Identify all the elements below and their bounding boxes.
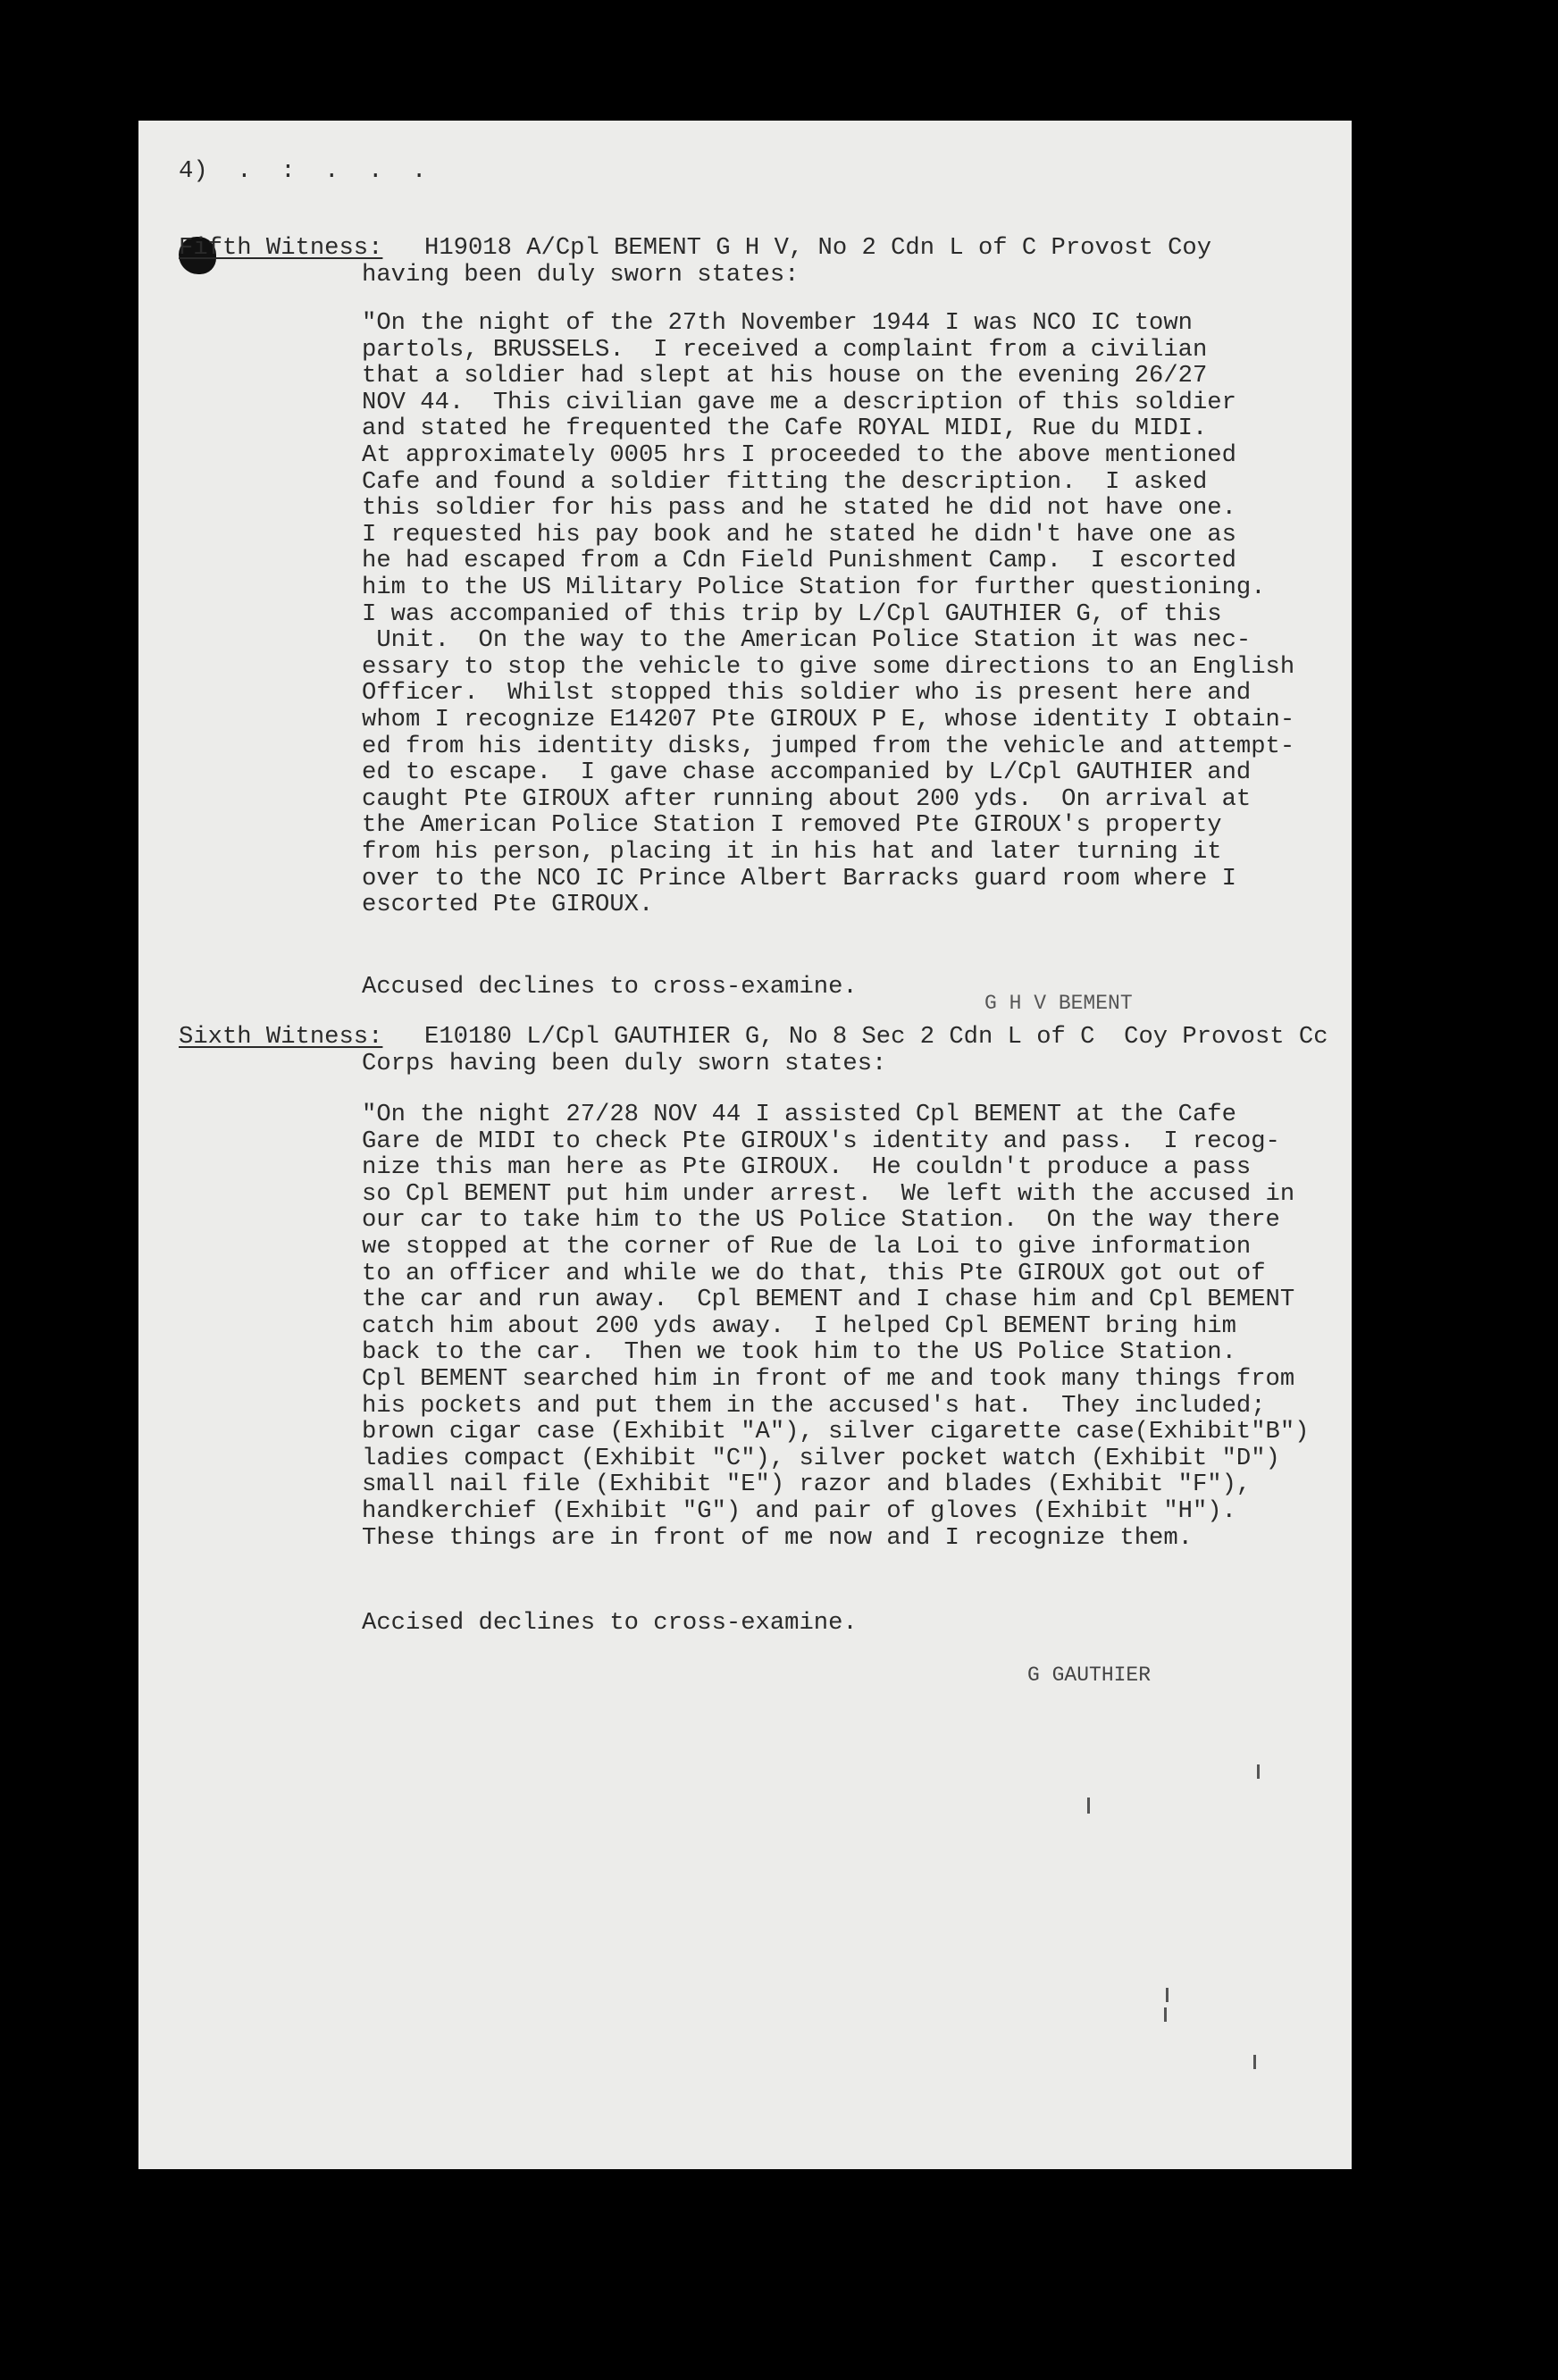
statement-line: back to the car. Then we took him to the US Police Station.: [362, 1338, 1236, 1367]
statement-line: the American Police Station I removed Pte GIROUX's property: [362, 811, 1222, 840]
statement-line: ed from his identity disks, jumped from the vehicle and attempt-: [362, 732, 1295, 760]
statement-line: to an officer and while we do that, this Pte GIROUX got out of: [362, 1259, 1266, 1287]
sixth-witness-signature: G GAUTHIER: [1027, 1663, 1152, 1687]
statement-line: NOV 44. This civilian gave me a description of this soldier: [362, 388, 1236, 416]
statement-line: we stopped at the corner of Rue de la Loi to give information: [362, 1233, 1252, 1261]
statement-line: from his person, placing it in his hat and later turning it: [362, 838, 1222, 866]
sixth-witness-sworn: Corps having been duly sworn states:: [362, 1050, 887, 1077]
stray-mark: [1253, 2055, 1256, 2069]
statement-line: I was accompanied of this trip by L/Cpl GAUTHIER G, of this: [362, 599, 1222, 628]
statement-line: he had escaped from a Cdn Field Punishment Camp. I escorted: [362, 547, 1236, 575]
statement-line: "On the night of the 27th November 1944 I was NCO IC town: [362, 309, 1193, 337]
fifth-witness-label: Fifth Witness:: [179, 234, 383, 262]
statement-line: escorted Pte GIROUX.: [362, 891, 654, 919]
statement-line: Officer. Whilst stopped this soldier who is present here and: [362, 679, 1252, 708]
statement-line: brown cigar case (Exhibit "A"), silver cigarette case(Exhibit"B"): [362, 1418, 1310, 1446]
fifth-witness-cross-note: Accused declines to cross-examine.: [362, 973, 858, 1001]
statement-line: and stated he frequented the Cafe ROYAL MIDI, Rue du MIDI.: [362, 415, 1208, 443]
stray-mark: [1166, 1988, 1168, 2002]
statement-line: nize this man here as Pte GIROUX. He couldn't produce a pass: [362, 1153, 1252, 1182]
statement-line: catch him about 200 yds away. I helped Cpl BEMENT bring him: [362, 1312, 1236, 1340]
statement-line: These things are in front of me now and I recognize them.: [362, 1523, 1193, 1552]
statement-line: "On the night 27/28 NOV 44 I assisted Cpl BEMENT at the Cafe: [362, 1101, 1236, 1128]
statement-line: Gare de MIDI to check Pte GIROUX's identity and pass. I recog-: [362, 1127, 1280, 1155]
document-page: [138, 121, 1352, 2169]
statement-line: At approximately 0005 hrs I proceeded to the above mentioned: [362, 441, 1236, 469]
sixth-witness-cross-note: Accised declines to cross-examine.: [362, 1609, 858, 1637]
fifth-witness-header: H19018 A/Cpl BEMENT G H V, No 2 Cdn L of C Provost Coy: [424, 234, 1212, 262]
stray-mark: [1087, 1798, 1090, 1814]
statement-line: over to the NCO IC Prince Albert Barracks guard room where I: [362, 864, 1236, 892]
statement-line: Unit. On the way to the American Police Station it was nec-: [362, 626, 1252, 655]
fifth-witness-signature: G H V BEMENT: [984, 992, 1133, 1015]
statement-line: essary to stop the vehicle to give some directions to an English: [362, 652, 1295, 681]
page-number: 4) . : . . .: [179, 157, 427, 185]
sixth-witness-header: E10180 L/Cpl GAUTHIER G, No 8 Sec 2 Cdn L of C Coy Provost Cc: [424, 1023, 1328, 1051]
statement-line: this soldier for his pass and he stated he did not have one.: [362, 494, 1236, 523]
statement-line: Cafe and found a soldier fitting the description. I asked: [362, 467, 1208, 496]
statement-line: Cpl BEMENT searched him in front of me and took many things from: [362, 1365, 1295, 1393]
statement-line: him to the US Military Police Station for further questioning.: [362, 574, 1266, 601]
statement-line: ladies compact (Exhibit "C"), silver pocket watch (Exhibit "D"): [362, 1444, 1280, 1472]
statement-line: so Cpl BEMENT put him under arrest. We left with the accused in: [362, 1179, 1295, 1208]
stray-mark: [1257, 1764, 1260, 1779]
statement-line: partols, BRUSSELS. I received a complaint from a civilian: [362, 335, 1208, 364]
fifth-witness-sworn: having been duly sworn states:: [362, 261, 800, 289]
stray-mark: [1164, 2007, 1167, 2022]
statement-line: his pockets and put them in the accused's hat. They included;: [362, 1391, 1266, 1420]
statement-line: small nail file (Exhibit "E") razor and blades (Exhibit "F"),: [362, 1471, 1252, 1499]
statement-line: whom I recognize E14207 Pte GIROUX P E, whose identity I obtain-: [362, 706, 1295, 733]
statement-line: that a soldier had slept at his house on the evening 26/27: [362, 362, 1208, 390]
statement-line: I requested his pay book and he stated he didn't have one as: [362, 520, 1236, 549]
statement-line: handkerchief (Exhibit "G") and pair of gloves (Exhibit "H").: [362, 1497, 1236, 1525]
statement-line: the car and run away. Cpl BEMENT and I chase him and Cpl BEMENT: [362, 1286, 1295, 1314]
statement-line: ed to escape. I gave chase accompanied by L/Cpl GAUTHIER and: [362, 758, 1252, 787]
statement-line: caught Pte GIROUX after running about 200 yds. On arrival at: [362, 784, 1252, 813]
statement-line: our car to take him to the US Police Station. On the way there: [362, 1206, 1280, 1235]
sixth-witness-label: Sixth Witness:: [179, 1023, 383, 1051]
